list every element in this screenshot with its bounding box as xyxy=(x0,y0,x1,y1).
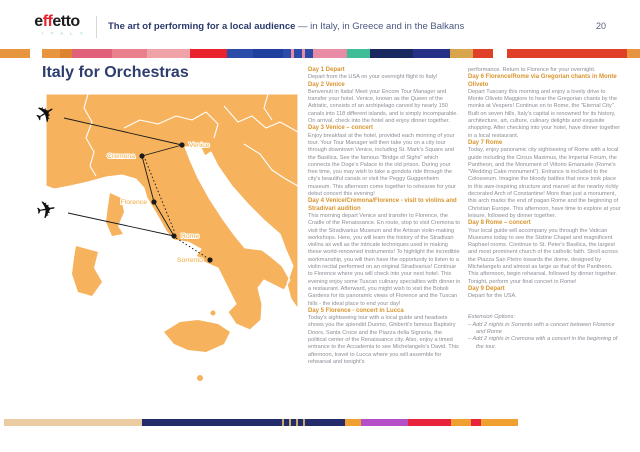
extension-options-title: Extension Options: xyxy=(468,313,515,320)
stripe-segment xyxy=(60,49,72,58)
stripe-segment xyxy=(450,49,473,58)
day-heading: Day 5 Florence - concert in Lucca xyxy=(308,307,404,314)
stripe-segment xyxy=(283,49,291,58)
stripe-segment xyxy=(493,49,507,58)
day-heading: Day 8 Rome – concert xyxy=(468,220,531,227)
stripe-segment xyxy=(4,419,142,426)
map-mainland xyxy=(46,94,298,330)
day-heading: Day 6 Florence/Rome via Gregorian chants in Monte Oliveto xyxy=(468,74,617,88)
stripe-segment xyxy=(313,49,347,58)
itinerary-day xyxy=(468,74,621,140)
city-label-sorrento: Sorrento xyxy=(176,257,203,265)
city-dot-sorrento xyxy=(207,257,212,262)
stripe-segment xyxy=(190,49,227,58)
stripe-segment xyxy=(471,419,481,426)
day-heading: Day 3 Venice – concert xyxy=(308,125,374,132)
city-dot-rome xyxy=(171,233,176,238)
stripe-segment xyxy=(112,49,147,58)
itinerary-column-2 xyxy=(468,67,621,351)
airplane-icon-2: ✈ xyxy=(33,194,59,226)
page-number: 20 xyxy=(595,21,606,31)
effetto-logo xyxy=(28,14,86,36)
bottom-color-stripe xyxy=(0,419,640,426)
day-body: Your local guide will accompany you through the Vatican Museums today to see the Sistine Chapel and magnificent Raphael rooms. Continue to St. Peter's Basilica, the largest and most prominent church of the catholic faith. Stroll across the Piazza San Pietro towards the dome, designed by Michelangelo and almost as large as that of the Pantheon. This afternoon, begin rehearsal, followed by dinner together. Tonight, perform your final concert in Rome! xyxy=(468,227,618,285)
stripe-segment xyxy=(294,49,302,58)
stripe-segment xyxy=(518,419,640,426)
map-island-aeolian xyxy=(211,311,216,316)
stripe-segment xyxy=(72,49,112,58)
stripe-segment xyxy=(227,49,253,58)
stripe-segment xyxy=(627,49,640,58)
stripe-segment xyxy=(305,419,345,426)
city-dot-florence xyxy=(151,199,156,204)
logo-subtitle: I T A L Y xyxy=(42,31,86,36)
day-body: Depart for the USA. xyxy=(468,293,517,300)
day-body: Enjoy breakfast at the hotel, provided each morning of your tour. Your Tour Manager will then take you on a city tour through downtown Venice, including St. Mark's Square and the Basilica. See the famous "Bridge of Sighs" which connects the Doge's Palace to the old prison. During your free time, you may wish to take a gondola ride through the city's beautiful canals or visit the Peggy Guggenheim museum. This afternoon come together to rehearse for your debut concert this evening! xyxy=(308,132,456,198)
header-tagline: The art of performing for a local audience — in Italy, in Greece and in the Balkans xyxy=(108,21,465,32)
city-label-florence: Florence xyxy=(120,199,147,207)
map-island-malta xyxy=(197,375,203,381)
stripe-segment xyxy=(507,49,627,58)
itinerary-day xyxy=(468,140,621,220)
stripe-segment xyxy=(347,49,370,58)
city-dot-cremona xyxy=(139,153,144,158)
itinerary-day xyxy=(308,308,461,366)
day-body: performance. Return to Florence for your overnight. xyxy=(468,67,596,73)
stripe-segment xyxy=(413,49,450,58)
stripe-segment xyxy=(305,49,313,58)
logo-wordmark: effetto xyxy=(34,13,80,30)
airplane-icon-1: ✈ xyxy=(29,96,62,132)
stripe-segment xyxy=(147,49,190,58)
city-label-cremona: Cremona xyxy=(107,153,135,161)
itinerary-day xyxy=(468,220,621,286)
page-title: Italy for Orchestras xyxy=(42,64,189,81)
day-heading: Day 2 Venice xyxy=(308,81,345,88)
extension-option-item: – Add 2 nights in Sorrento with a concert between Florence and Rome xyxy=(468,321,615,336)
map-sardinia xyxy=(72,246,102,296)
day-heading: Day 4 Venice/Cremona/Florence - visit to violins and Stradivari audition xyxy=(308,198,457,212)
day-body: This morning depart Venice and transfer to Florence, the Cradle of the Renaissance. En route, stop to visit Cremona to visit the Stradivarius Museum and the Artisan violin-making workshops. Here, you will learn the history of the Stradivari violins as well as the intricate techniques used in making these world-renowned instruments! To highlight the incredible workmanship, you will then have the opportunity to listen to a violin recital performed on an original Stradivarius! Continue to Florence where you will check into your next hotel. This evening enjoy some Tuscan culinary specialties with dinner in a restaurant. Afterward, you might wish to visit the Boboli Gardens for its panoramic views of Florence and the Tuscan hills - the ideal place to end your day! xyxy=(308,212,461,307)
map-svg xyxy=(28,94,302,408)
day-body: Today, enjoy panoramic city sightseeing of Rome with a local guide including the Circus Maximus, the Imperial Forum, the Pantheon, and the Monument of Vittorio Emanuele (Rome's "Wedding Cake monument"). Entrance is included to the Colosseum. Imagine the bloody battles that once took place in this awe-inspiring structure and marvel at the nearby richly decorated Arch of Constantine! More than just a monument, this arch marks the end of pagan Rome and the beginning of Christian Europe. This afternoon, have time to explore at your leisure, followed by dinner together. xyxy=(468,147,621,219)
day-heading: Day 7 Rome xyxy=(468,139,503,146)
stripe-segment xyxy=(370,49,413,58)
day-body: Today's sightseeing tour with a local guide and headsets shows you the splendid Duomo, Ghiberti's famous Baptistry Doors, Santa Croce and the Piazza della Signoria, the political center of the Renaissance city. Also, enjoy a timed entrance to the Accademia to see Michelangelo's David. This afternoon, travel to Lucca where you will assemble for rehearsal and tonight's xyxy=(308,315,459,365)
city-label-venice: Venice xyxy=(189,142,210,150)
stripe-segment xyxy=(345,419,361,426)
itinerary-day xyxy=(308,82,461,126)
map-sicily xyxy=(164,320,230,352)
stripe-segment xyxy=(473,49,493,58)
header-divider xyxy=(96,16,97,38)
stripe-segment xyxy=(0,49,30,58)
stripe-segment xyxy=(408,419,451,426)
itinerary-day xyxy=(468,286,621,301)
extension-options xyxy=(468,314,621,351)
city-dot-venice xyxy=(179,142,184,147)
italy-tour-map xyxy=(28,94,302,413)
page-header xyxy=(28,12,612,44)
day-body: Depart from the USA on your overnight flight to Italy! xyxy=(308,74,438,81)
itinerary-day xyxy=(468,67,621,74)
stripe-segment xyxy=(481,419,518,426)
day-body: Depart Tuscany this morning and enjoy a lovely drive to Monte Oliveto Maggiore to hear the Gregorian chants by the monks at Vespers! Continue on to Rome, the "Eternal City". Built on seven hills, Italy's capital is renowned for its history, architecture, art, culture, culinary delights and exquisite shopping. After checking into your hotel, have dinner together in a local restaurant. xyxy=(468,88,621,139)
top-color-stripe xyxy=(0,49,640,58)
day-body: Benvenuti in Italia! Meet your Encore Tour Manager and transfer your hotel. Venice, known as the Queen of the Adriatic, consists of an archipelago carved by nearly 150 canals into 118 different islands, and is simply incomparable. On arrival, check into the hotel and enjoy dinner together. xyxy=(308,88,458,125)
itinerary-day xyxy=(308,125,461,198)
itinerary-day xyxy=(308,198,461,307)
stripe-segment xyxy=(253,49,283,58)
stripe-segment xyxy=(451,419,471,426)
city-label-rome: Rome xyxy=(181,233,200,241)
stripe-segment xyxy=(142,419,282,426)
day-heading: Day 1 Depart xyxy=(308,67,345,73)
stripe-segment xyxy=(42,49,60,58)
extension-option-item: – Add 2 nights in Cremona with a concert in the beginning of the tour. xyxy=(468,336,618,350)
itinerary-day xyxy=(308,67,461,82)
day-heading: Day 9 Depart xyxy=(468,285,505,292)
stripe-segment xyxy=(30,49,42,58)
stripe-segment xyxy=(361,419,408,426)
itinerary-column-1 xyxy=(308,67,461,366)
